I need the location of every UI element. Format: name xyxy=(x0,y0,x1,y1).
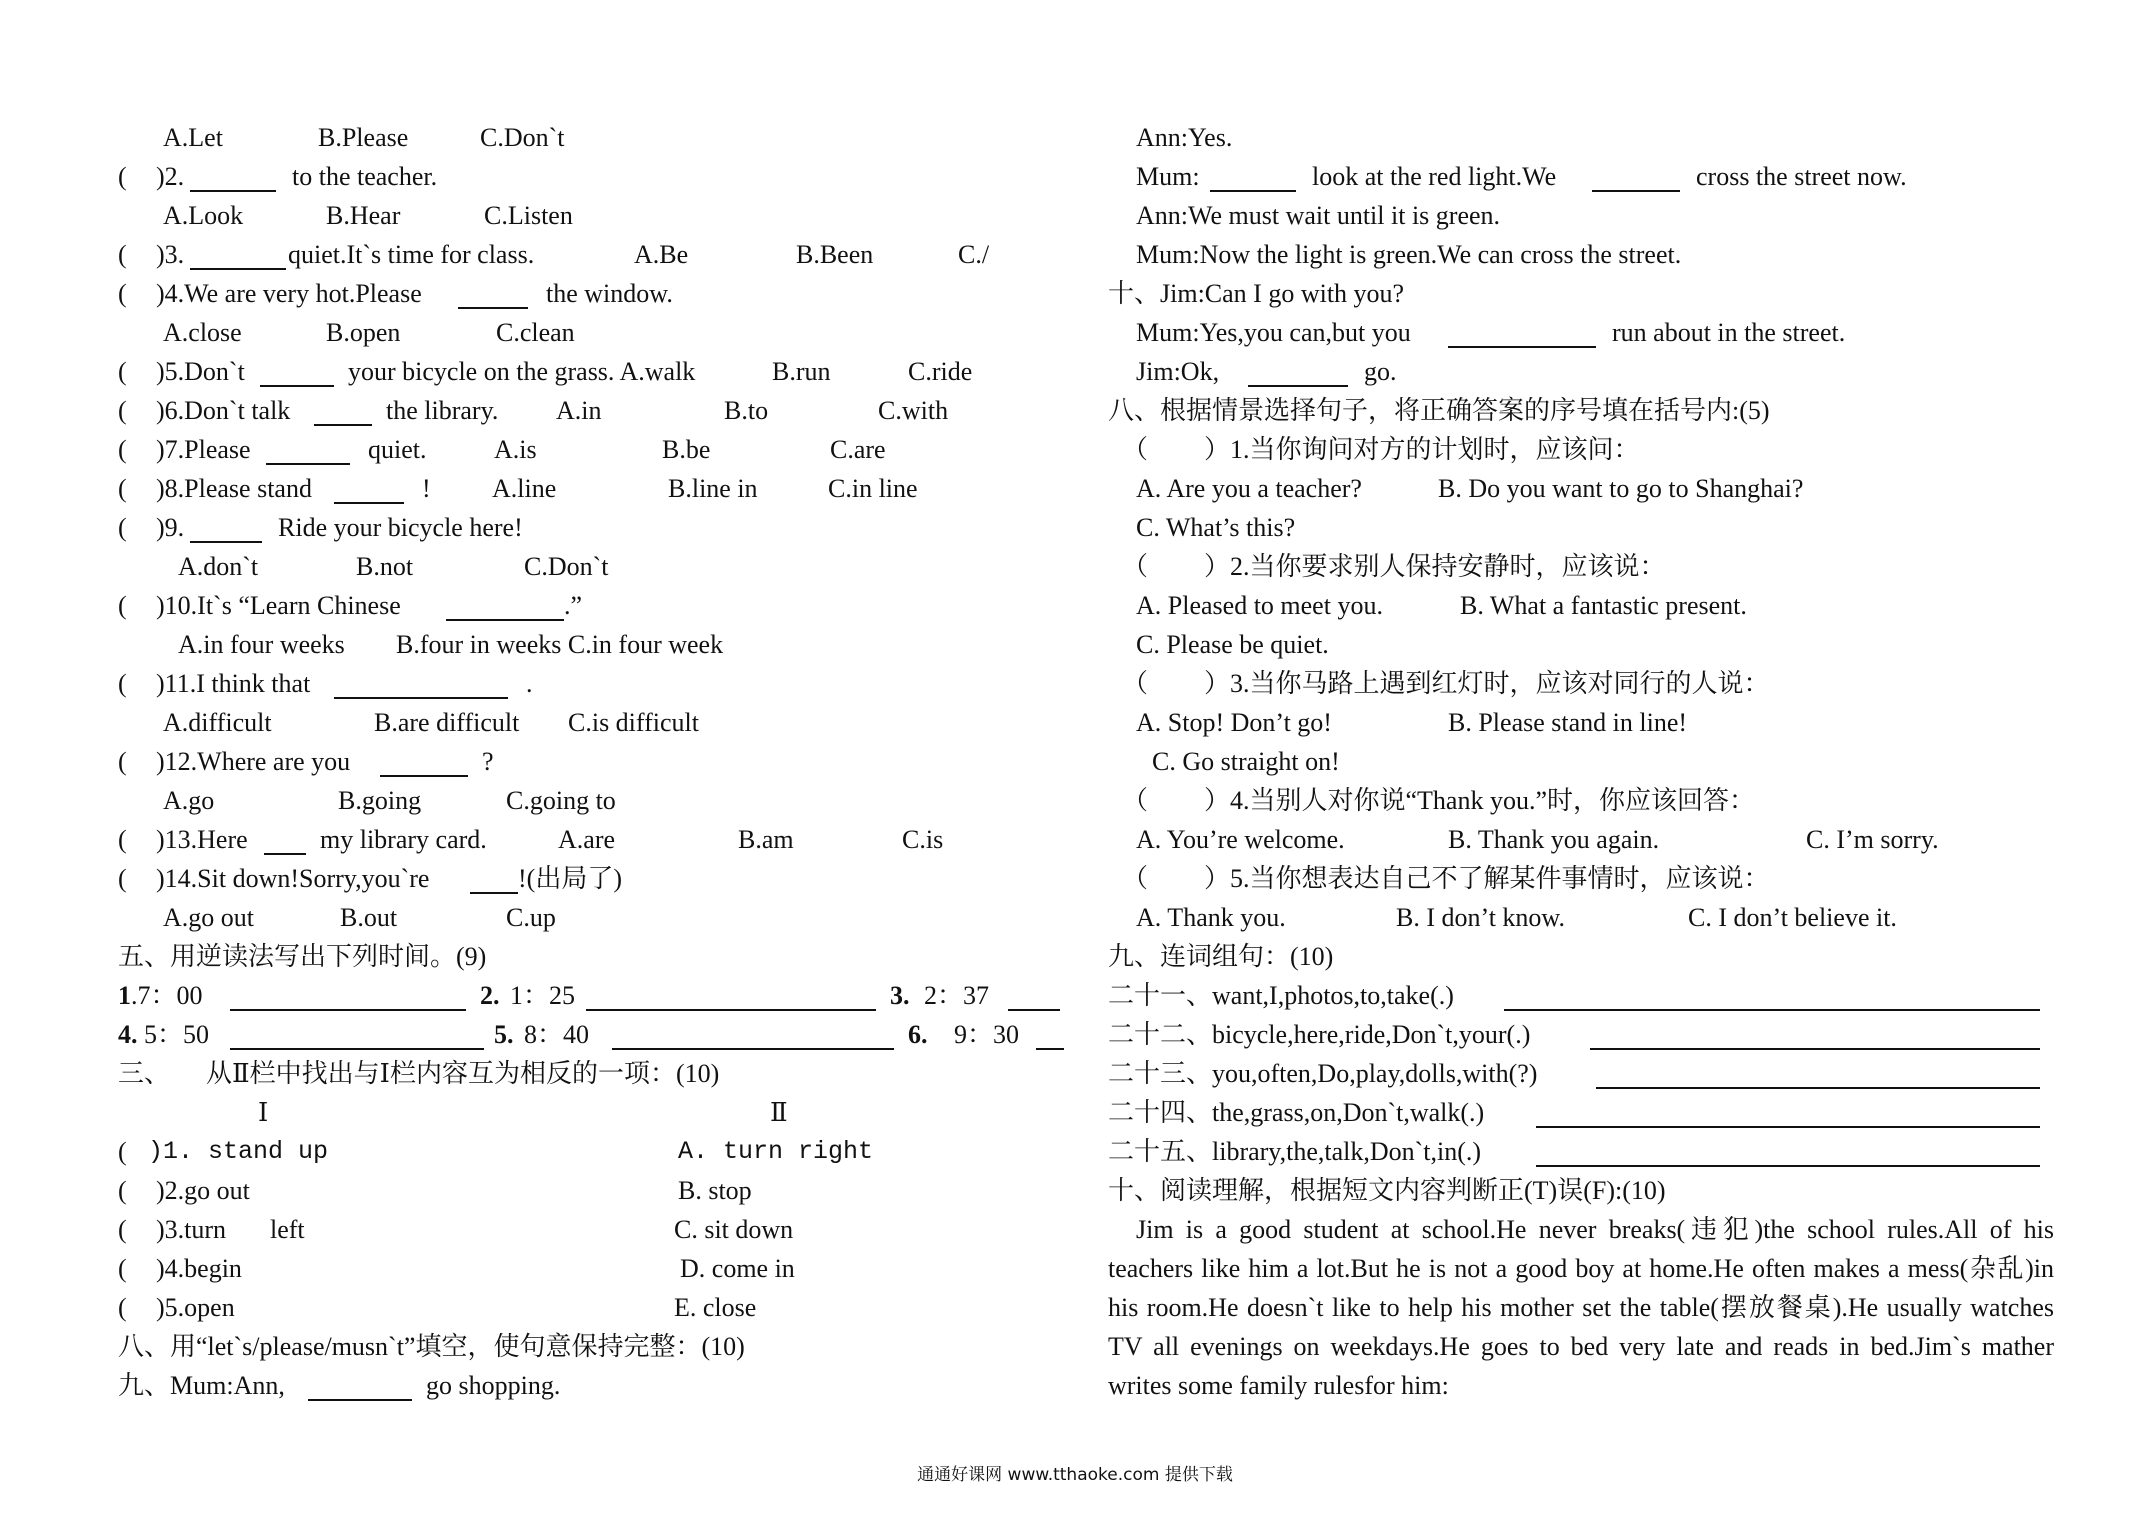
option-c: C.with xyxy=(878,396,949,425)
option-c: C.are xyxy=(830,435,886,464)
answer-paren: ( xyxy=(118,1293,127,1322)
option-b: B. Thank you again. xyxy=(1448,825,1660,854)
word-order-prompt: 二十五、library,the,talk,Don`t,in(.) xyxy=(1108,1137,1482,1166)
q4-options xyxy=(118,313,1068,352)
question-text: )4.We are very hot.Please xyxy=(156,279,422,308)
dialogue-text: go. xyxy=(1364,357,1397,386)
answer-blank[interactable] xyxy=(446,591,564,621)
question-text: to the teacher. xyxy=(292,162,438,191)
column-i-item: )5.open xyxy=(156,1293,235,1322)
answer-paren: ( xyxy=(118,669,127,698)
question-10 xyxy=(118,586,1068,625)
q12-options xyxy=(118,781,1068,820)
answer-paren: ( xyxy=(118,1176,127,1205)
word-order-21 xyxy=(1108,976,2058,1015)
word-order-prompt: 二十二、bicycle,here,ride,Don`t,your(.) xyxy=(1108,1020,1531,1049)
option-a: A.in xyxy=(556,396,602,425)
option-a: A.are xyxy=(558,825,616,854)
option-a: A. Pleased to meet you. xyxy=(1136,591,1383,620)
dialogue-text: cross the street now. xyxy=(1696,162,1907,191)
option-b-c: B.four in weeks C.in four week xyxy=(396,630,724,659)
option-c: C.Don`t xyxy=(480,123,565,152)
left-column xyxy=(118,118,1068,1405)
question-number: )9. xyxy=(156,513,185,542)
situation-3 xyxy=(1108,664,2058,703)
question-9 xyxy=(118,508,1068,547)
option-c: C.is xyxy=(902,825,944,854)
question-7 xyxy=(118,430,1068,469)
column-ii-item: A. turn right xyxy=(678,1137,874,1166)
column-ii-item: C. sit down xyxy=(674,1215,794,1244)
question-number: )2. xyxy=(156,162,185,191)
answer-blank[interactable] xyxy=(1248,357,1348,387)
q14-options xyxy=(118,898,1068,937)
section-8-fill-heading xyxy=(118,1327,1068,1366)
answer-paren: ( xyxy=(118,864,127,893)
answer-blank[interactable] xyxy=(308,1371,412,1401)
answer-blank[interactable] xyxy=(380,747,468,777)
option-b: B.not xyxy=(356,552,414,581)
answer-blank[interactable] xyxy=(264,825,306,855)
column-i-item: )3.turn xyxy=(156,1215,227,1244)
question-text: the library. xyxy=(386,396,499,425)
match-row-3 xyxy=(118,1210,1068,1249)
question-11 xyxy=(118,664,1068,703)
option-a: A.line xyxy=(492,474,557,503)
option-c: C.going to xyxy=(506,786,616,815)
dialogue-text: Mum: xyxy=(1136,162,1200,191)
dialogue-text: look at the red light.We xyxy=(1312,162,1557,191)
answer-paren: ( xyxy=(118,747,127,776)
dialogue-line-8 xyxy=(1108,352,2058,391)
time-value: 2：37 xyxy=(924,981,990,1010)
option-b: B.are difficult xyxy=(374,708,520,737)
option-b: B.Been xyxy=(796,240,874,269)
q11-options xyxy=(118,703,1068,742)
option-b: B.open xyxy=(326,318,401,347)
situation-2 xyxy=(1108,547,2058,586)
question-text: ! xyxy=(422,474,431,503)
column-i-header: Ⅰ xyxy=(258,1098,269,1127)
word-order-prompt: 二十一、want,I,photos,to,take(.) xyxy=(1108,981,1454,1010)
section-heading: 八、根据情景选择句子，将正确答案的序号填在括号内:(5) xyxy=(1108,396,1770,425)
option-a: A.don`t xyxy=(178,552,259,581)
question-8 xyxy=(118,469,1068,508)
section-heading: 八、用“let`s/please/musn`t”填空，使句意保持完整：(10) xyxy=(118,1332,745,1361)
dialogue-line-5 xyxy=(1108,235,2058,274)
option-a: A. Stop! Don’t go! xyxy=(1136,708,1332,737)
word-order-prompt: 二十四、the,grass,on,Don`t,walk(.) xyxy=(1108,1098,1485,1127)
option-c: C.in line xyxy=(828,474,918,503)
q10-options xyxy=(118,625,1068,664)
question-12 xyxy=(118,742,1068,781)
match-row-2 xyxy=(118,1171,1068,1210)
option-b: B.be xyxy=(662,435,711,464)
option-b: B.Please xyxy=(318,123,409,152)
option-a: A.in four weeks xyxy=(178,630,345,659)
answer-paren: ( xyxy=(118,435,127,464)
option-a: A. Thank you. xyxy=(1136,903,1286,932)
time-value: 8：40 xyxy=(524,1020,590,1049)
question-text: quiet.It`s time for class. xyxy=(288,240,535,269)
answer-blank[interactable] xyxy=(334,669,508,699)
word-order-25 xyxy=(1108,1132,2058,1171)
word-order-22 xyxy=(1108,1015,2058,1054)
item-number: 2. xyxy=(480,981,500,1010)
answer-blank[interactable] xyxy=(190,162,276,192)
question-text: )7.Please xyxy=(156,435,251,464)
section-heading: 十、阅读理解，根据短文内容判断正(T)误(F):(10) xyxy=(1108,1176,1666,1205)
column-ii-item: E. close xyxy=(674,1293,757,1322)
question-text: my library card. xyxy=(320,825,487,854)
option-c: C.ride xyxy=(908,357,973,386)
situation-5 xyxy=(1108,859,2058,898)
question-text: )14.Sit down!Sorry,you`re xyxy=(156,864,430,893)
answer-paren: ( xyxy=(118,1254,127,1283)
situation-prompt: ）2.当你要求别人保持安静时，应该说： xyxy=(1204,552,1666,581)
answer-blank[interactable] xyxy=(612,1020,894,1050)
option-b: B.run xyxy=(772,357,831,386)
option-c: C.is difficult xyxy=(568,708,699,737)
answer-blank[interactable] xyxy=(334,474,404,504)
option-b: B.line in xyxy=(668,474,758,503)
question-4 xyxy=(118,274,1068,313)
question-2 xyxy=(118,157,1068,196)
dialogue-text: run about in the street. xyxy=(1612,318,1846,347)
column-i-item: )1. stand up xyxy=(148,1137,329,1166)
question-14 xyxy=(118,859,1068,898)
item-number: 3. xyxy=(890,981,910,1010)
option-c: C.Listen xyxy=(484,201,573,230)
option-a: A. You’re welcome. xyxy=(1136,825,1345,854)
question-text: )10.It`s “Learn Chinese xyxy=(156,591,401,620)
section-heading: 五、用逆读法写出下列时间。(9) xyxy=(118,942,487,971)
match-row-4 xyxy=(118,1249,1068,1288)
option-c: C.clean xyxy=(496,318,575,347)
question-text: )8.Please stand xyxy=(156,474,312,503)
answer-blank[interactable] xyxy=(230,981,466,1011)
dialogue-text: Jim:Ok, xyxy=(1136,357,1220,386)
option-c: C./ xyxy=(958,240,990,269)
q2-options xyxy=(118,196,1068,235)
dialogue-line-2 xyxy=(1108,118,2058,157)
answer-blank[interactable] xyxy=(458,279,528,309)
question-text: )12.Where are you xyxy=(156,747,351,776)
question-text: )13.Here xyxy=(156,825,248,854)
situation-4-options xyxy=(1108,820,2058,859)
situation-prompt: ）1.当你询问对方的计划时，应该问： xyxy=(1204,435,1640,464)
answer-paren: （ xyxy=(1122,669,1149,698)
question-text: .” xyxy=(564,591,583,620)
answer-paren: ( xyxy=(118,162,127,191)
question-13 xyxy=(118,820,1068,859)
answer-blank[interactable] xyxy=(230,1020,484,1050)
option-b: B.out xyxy=(340,903,398,932)
question-6 xyxy=(118,391,1068,430)
answer-blank[interactable] xyxy=(1590,1020,2040,1050)
situation-prompt: ）5.当你想表达自己不了解某件事情时，应该说： xyxy=(1204,864,1770,893)
dialogue-line-1 xyxy=(118,1366,1068,1405)
dialogue-text: Mum:Now the light is green.We can cross the street. xyxy=(1136,240,1682,269)
situation-1-options xyxy=(1108,469,2058,508)
answer-paren: ( xyxy=(118,396,127,425)
right-column xyxy=(1108,118,2058,1405)
item-number: 5. xyxy=(494,1020,514,1049)
section-3-heading xyxy=(118,1054,1068,1093)
option-a: A.is xyxy=(494,435,537,464)
answer-paren: ( xyxy=(118,825,127,854)
answer-blank[interactable] xyxy=(1536,1098,2040,1128)
option-b: B. What a fantastic present. xyxy=(1460,591,1747,620)
dialogue-line-7 xyxy=(1108,313,2058,352)
answer-blank[interactable] xyxy=(1448,318,1596,348)
dialogue-text: 十、Jim:Can I go with you? xyxy=(1108,279,1405,308)
answer-blank[interactable] xyxy=(260,357,334,387)
section-5-heading xyxy=(118,937,1068,976)
option-b: B. Please stand in line! xyxy=(1448,708,1688,737)
column-ii-header: Ⅱ xyxy=(770,1098,788,1127)
answer-blank[interactable] xyxy=(190,513,262,543)
answer-blank[interactable] xyxy=(1210,162,1296,192)
item-number: 6. xyxy=(908,1020,928,1049)
question-text: the window. xyxy=(546,279,673,308)
situation-5-options xyxy=(1108,898,2058,937)
question-text: quiet. xyxy=(368,435,427,464)
option-a: A.close xyxy=(163,318,242,347)
answer-paren: （ xyxy=(1122,435,1149,464)
question-text: Ride your bicycle here! xyxy=(278,513,523,542)
option-a: A.go xyxy=(163,786,215,815)
section-heading: 从Ⅱ栏中找出与Ⅰ栏内容互为相反的一项：(10) xyxy=(206,1059,720,1088)
column-i-item: )2.go out xyxy=(156,1176,250,1205)
answer-paren: ( xyxy=(118,474,127,503)
option-b: B.am xyxy=(738,825,794,854)
option-b: B.Hear xyxy=(326,201,401,230)
answer-blank[interactable] xyxy=(1592,162,1680,192)
dialogue-line-6 xyxy=(1108,274,2058,313)
option-a: A.Let xyxy=(163,123,223,152)
situation-3-options-cont xyxy=(1108,742,2058,781)
answer-paren: （ xyxy=(1122,786,1149,815)
section-9-heading xyxy=(1108,937,2058,976)
answer-blank[interactable] xyxy=(1008,981,1060,1011)
dialogue-text: Ann:Yes. xyxy=(1136,123,1233,152)
situation-prompt: ）4.当别人对你说“Thank you.”时，你应该回答： xyxy=(1204,786,1756,815)
answer-paren: ( xyxy=(118,240,127,269)
item-number: 1 xyxy=(118,981,131,1010)
option-c: C.up xyxy=(506,903,556,932)
option-c: C. What’s this? xyxy=(1136,513,1296,542)
section-8-choice-heading xyxy=(1108,391,2058,430)
item-number: 4. xyxy=(118,1020,138,1049)
page-footer: 通通好课网 www.tthaoke.com 提供下载 xyxy=(917,1465,1233,1485)
option-a: A.difficult xyxy=(163,708,272,737)
option-a: A.Be xyxy=(634,240,689,269)
word-order-23 xyxy=(1108,1054,2058,1093)
answer-blank[interactable] xyxy=(1596,1059,2040,1089)
situation-3-options xyxy=(1108,703,2058,742)
time-row-1 xyxy=(118,976,1068,1015)
question-3 xyxy=(118,235,1068,274)
question-text: )5.Don`t xyxy=(156,357,245,386)
time-row-2 xyxy=(118,1015,1068,1054)
reading-passage: Jim is a good student at school.He never breaks(违犯)the school rules.All of his teachers like him a lot.But he is not a good boy at home.He often makes a mess(杂乱)in his room.He doesn`t like to help his mother set the table(摆放餐桌).He usually watches TV all evenings on weekdays.He goes to bed very late and reads in bed.Jim`s mather writes some family rulesfor him: xyxy=(1108,1215,2054,1400)
option-c: C. I don’t believe it. xyxy=(1688,903,1897,932)
q1-options xyxy=(118,118,1068,157)
question-text: )11.I think that xyxy=(156,669,311,698)
answer-blank[interactable] xyxy=(470,864,518,894)
answer-paren: ( xyxy=(118,279,127,308)
answer-blank[interactable] xyxy=(1504,981,2040,1011)
option-a: A.go out xyxy=(163,903,254,932)
match-row-5 xyxy=(118,1288,1068,1327)
time-value: 1：25 xyxy=(510,981,576,1010)
dialogue-text: Ann:We must wait until it is green. xyxy=(1136,201,1501,230)
column-ii-item: B. stop xyxy=(678,1176,752,1205)
answer-paren: ( xyxy=(118,513,127,542)
situation-1-options-cont xyxy=(1108,508,2058,547)
option-c: C. I’m sorry. xyxy=(1806,825,1939,854)
option-b: B. I don’t know. xyxy=(1396,903,1565,932)
word-order-prompt: 二十三、you,often,Do,play,dolls,with(?) xyxy=(1108,1059,1538,1088)
option-c: C. Please be quiet. xyxy=(1136,630,1329,659)
dialogue-text: 九、Mum:Ann, xyxy=(118,1371,285,1400)
question-text: !(出局了) xyxy=(518,864,622,893)
situation-prompt: ）3.当你马路上遇到红灯时，应该对同行的人说： xyxy=(1204,669,1770,698)
question-number: )3. xyxy=(156,240,185,269)
question-text: your bicycle on the grass. A.walk xyxy=(348,357,696,386)
section-10-heading xyxy=(1108,1171,2058,1210)
dialogue-text: Mum:Yes,you can,but you xyxy=(1136,318,1411,347)
time-value: .7：00 xyxy=(131,981,203,1010)
column-headers xyxy=(118,1093,1068,1132)
question-text: . xyxy=(526,669,533,698)
answer-blank[interactable] xyxy=(1036,1020,1064,1050)
situation-1 xyxy=(1108,430,2058,469)
answer-paren: ( xyxy=(118,591,127,620)
question-text: ? xyxy=(482,747,494,776)
option-a: A.Look xyxy=(163,201,244,230)
word-order-24 xyxy=(1108,1093,2058,1132)
column-i-item: left xyxy=(270,1215,305,1244)
q9-options xyxy=(118,547,1068,586)
column-i-item: )4.begin xyxy=(156,1254,242,1283)
situation-2-options-cont xyxy=(1108,625,2058,664)
answer-blank[interactable] xyxy=(314,396,372,426)
match-row-1 xyxy=(118,1132,1068,1171)
answer-paren: （ xyxy=(1122,552,1149,581)
section-heading: 九、连词组句：(10) xyxy=(1108,942,1334,971)
option-b: B.to xyxy=(724,396,769,425)
column-ii-item: D. come in xyxy=(680,1254,795,1283)
dialogue-line-4 xyxy=(1108,196,2058,235)
section-number: 三、 xyxy=(118,1059,171,1088)
option-c: C.Don`t xyxy=(524,552,609,581)
option-b: B. Do you want to go to Shanghai? xyxy=(1438,474,1804,503)
answer-paren: ( xyxy=(118,1215,127,1244)
option-a: A. Are you a teacher? xyxy=(1136,474,1362,503)
question-5 xyxy=(118,352,1068,391)
option-b: B.going xyxy=(338,786,422,815)
time-value: 9：30 xyxy=(954,1020,1020,1049)
option-c: C. Go straight on! xyxy=(1152,747,1340,776)
answer-paren: ( xyxy=(118,357,127,386)
situation-2-options xyxy=(1108,586,2058,625)
dialogue-line-3 xyxy=(1108,157,2058,196)
question-text: )6.Don`t talk xyxy=(156,396,291,425)
answer-paren: ( xyxy=(118,1137,127,1166)
answer-paren: （ xyxy=(1122,864,1149,893)
situation-4 xyxy=(1108,781,2058,820)
answer-blank[interactable] xyxy=(266,435,350,465)
answer-blank[interactable] xyxy=(190,240,286,270)
answer-blank[interactable] xyxy=(586,981,876,1011)
answer-blank[interactable] xyxy=(1536,1137,2040,1167)
time-value: 5：50 xyxy=(144,1020,210,1049)
dialogue-text: go shopping. xyxy=(426,1371,561,1400)
